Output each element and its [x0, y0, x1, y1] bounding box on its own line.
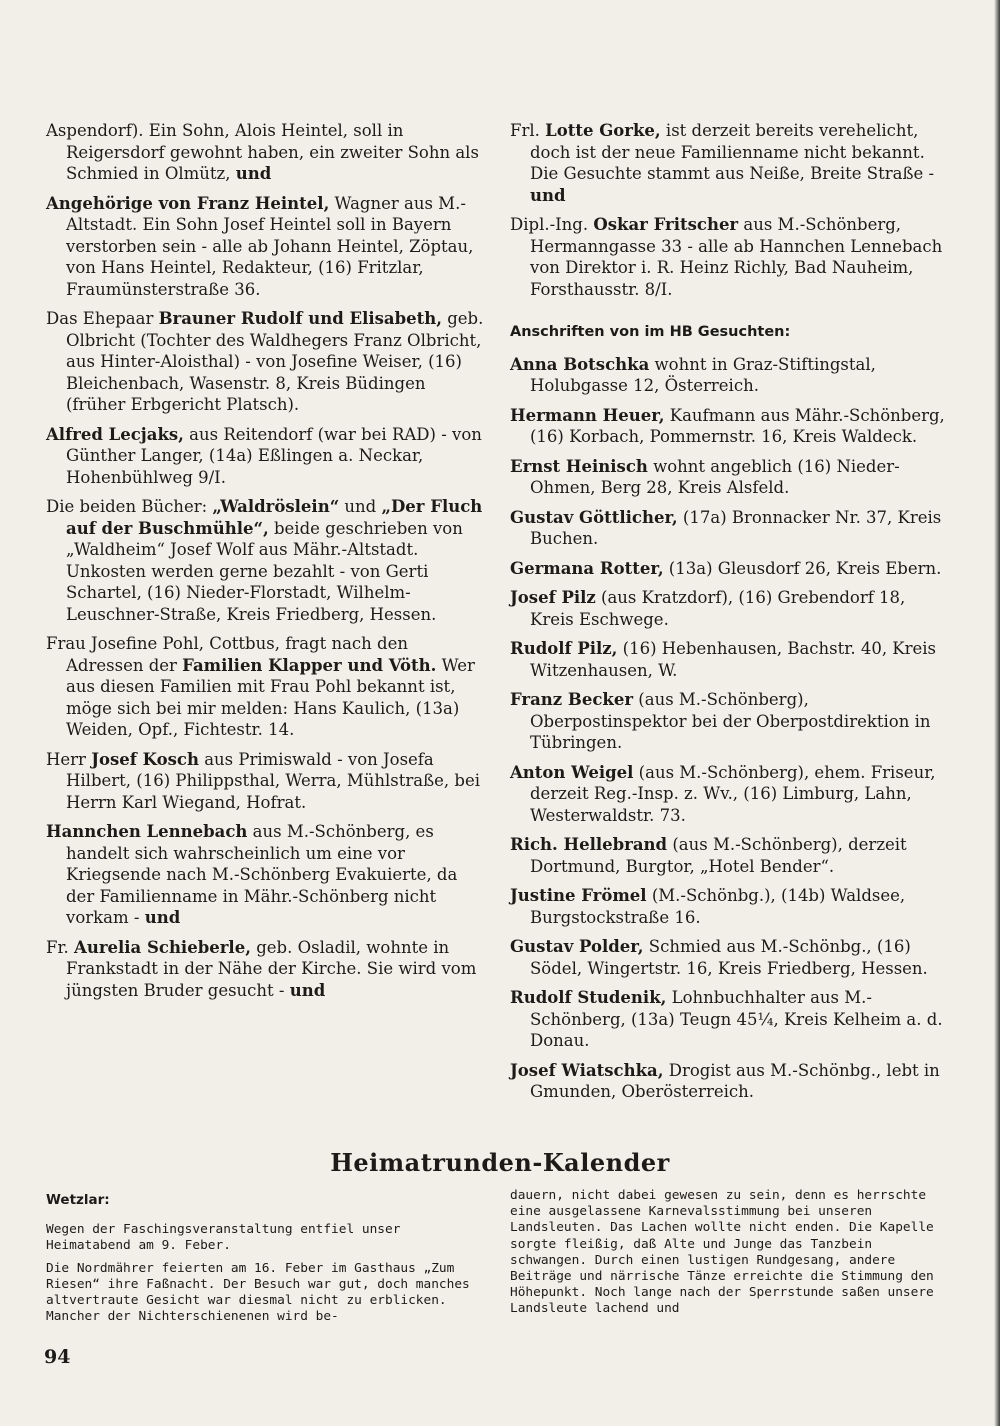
kalender-location: Wetzlar: [46, 1192, 110, 1208]
addresses-entry [510, 762, 952, 827]
kalender-paragraph: Die Nordmährer feierten am 16. Feber im Gasthaus „Zum Riesen“ ihre Faßnacht. Der Besuch war gut, doch manches altvertraute Gesicht war diesmal nicht zu erblicken. Mancher der Nichterschienenen wird be- [46, 1260, 470, 1325]
addresses-entry [510, 936, 952, 979]
entry-bold-text: Gustav Göttlicher, [510, 507, 678, 527]
addresses-entry [510, 885, 952, 928]
entry-bold-text: Angehörige von Franz Heintel, [46, 193, 330, 213]
entry-bold-text: Aurelia Schieberle, [74, 937, 251, 957]
entry-bold-text: und [530, 185, 566, 205]
entry-text: wohnt angeblich (16) Nieder-Ohmen, Berg 28, Kreis Alsfeld. [530, 456, 900, 497]
entry-text: geb. Olbricht (Tochter des Waldhegers Franz Olbricht, aus Hinter-Aloisthal) - von Josefine Weiser, (16) Bleichenbach, Wasenstr. 8, Kreis Büdingen (früher Erbgericht Platsch). [66, 309, 484, 414]
left-column-entry [46, 937, 486, 1002]
kalender-left-paragraphs [46, 1222, 471, 1325]
entry-bold-text: Alfred Lecjaks, [46, 424, 184, 444]
entry-bold-text: Josef Wiatschka, [510, 1060, 664, 1080]
entry-bold-text: Rudolf Pilz, [510, 639, 618, 658]
entry-text: (aus Kratzdorf), (16) Grebendorf 18, Kreis Eschwege. [530, 588, 906, 629]
entry-bold-text: Rudolf Studenik, [510, 988, 667, 1007]
entry-text: aus M.-Schönberg, Hermanngasse 33 - alle ab Hannchen Lennebach von Direktor i. R. Heinz Richly, Bad Nauheim, Forsthausstr. 8/I. [530, 215, 943, 299]
entry-text: Lohnbuchhalter aus M.-Schönberg, (13a) Teugn 45¼, Kreis Kelheim a. d. Donau. [530, 988, 943, 1050]
entry-bold-text: Anton Weigel [510, 762, 634, 782]
entry-bold-text: Brauner Rudolf und Elisabeth, [158, 309, 442, 328]
entry-text: Das Ehepaar [46, 309, 159, 328]
entry-text: (16) Hebenhausen, Bachstr. 40, Kreis Witzenhausen, W. [530, 639, 937, 680]
left-column [46, 120, 486, 1009]
addresses-entry [510, 587, 952, 630]
entry-text: aus Reitendorf (war bei RAD) - von Günther Langer, (14a) Eßlingen a. Neckar, Hohenbühlweg 9/I. [66, 424, 482, 487]
kalender-left-column [46, 1188, 471, 1331]
kalender-right-paragraphs [510, 1188, 946, 1318]
entry-text: (aus M.-Schönberg), derzeit Dortmund, Burgtor, „Hotel Bender“. [530, 835, 907, 876]
entry-text: aus Primiswald - von Josefa Hilbert, (16) Philippsthal, Werra, Mühlstraße, bei Herrn Karl Wiegand, Hofrat. [66, 749, 481, 812]
entry-bold-text: Rich. Hellebrand [510, 835, 668, 854]
right-column-entry [510, 214, 952, 300]
entry-bold-text: und [144, 908, 181, 927]
entry-bold-text: Lotte Gorke, [545, 121, 661, 140]
entry-bold-text: Gustav Polder, [510, 937, 644, 956]
entry-bold-text: und [289, 980, 326, 1000]
entry-text: aus M.-Schönberg, es handelt sich wahrscheinlich um eine vor Kriegsende nach M.-Schönberg Evakuierte, da der Familienname in Mähr.-Schönberg nicht vorkam - [66, 822, 458, 927]
page-number: 94 [44, 1346, 71, 1368]
addresses-entry [510, 1060, 952, 1103]
entry-text: und [339, 497, 382, 516]
entry-bold-text: Oskar Fritscher [593, 215, 739, 234]
entry-bold-text: Ernst Heinisch [510, 456, 648, 476]
left-column-entry [46, 424, 486, 489]
entry-text: (13a) Gleusdorf 26, Kreis Ebern. [663, 558, 942, 578]
addresses-entry [510, 507, 952, 550]
entry-bold-text: Familien Klapper und Vöth. [182, 655, 437, 675]
kalender-title: Heimatrunden-Kalender [330, 1148, 670, 1177]
left-column-entry [46, 633, 486, 741]
address-list [510, 354, 952, 1103]
left-column-entry [46, 496, 486, 625]
addresses-entry [510, 354, 952, 397]
left-column-entry [46, 193, 486, 301]
kalender-paragraph: dauern, nicht dabei gewesen zu sein, denn es herrschte eine ausgelassene Karnevalsstimmung bei unseren Landsleuten. Das Lachen wollte nicht enden. Die Kapelle sorgte fleißig, daß Alte und Junge das Tanzbein schwangen. Durch einen lustigen Rundgesang, andere Beiträge und närrische Tänze erreichte die Stimmung den Höhepunkt. Noch lange nach der Sperrstunde saßen unsere Landsleute lachend und [510, 1188, 934, 1317]
entry-text: Schmied aus M.-Schönbg., (16) Södel, Wingertstr. 16, Kreis Friedberg, Hessen. [530, 937, 928, 978]
right-column-entries [510, 120, 952, 300]
entry-text: (M.-Schönbg.), (14b) Waldsee, Burgstockstraße 16. [530, 886, 906, 927]
kalender-right-column [510, 1188, 946, 1324]
entry-bold-text: Germana Rotter, [510, 558, 664, 578]
right-column-entry [510, 120, 952, 206]
entry-bold-text: „Waldröslein“ [212, 497, 340, 516]
addresses-entry [510, 987, 952, 1052]
entry-text: (aus M.-Schönberg), ehem. Friseur, derzeit Reg.-Insp. z. Wv., (16) Limburg, Lahn, Westerwaldstr. 73. [530, 762, 936, 825]
left-column-entry [46, 821, 486, 929]
addresses-entry [510, 638, 952, 681]
entry-text: Frl. [510, 121, 546, 140]
left-column-entry [46, 749, 486, 814]
left-column-entry [46, 308, 486, 416]
entry-text: (17a) Bronnacker Nr. 37, Kreis Buchen. [530, 507, 942, 548]
entry-text: (aus M.-Schönberg), Oberpostinspektor bei der Oberpostdirektion in Tübringen. [530, 690, 931, 752]
entry-bold-text: und [235, 164, 272, 183]
entry-text: Aspendorf). Ein Sohn, Alois Heintel, soll in Reigersdorf gewohnt haben, ein zweiter Sohn als Schmied in Olmütz, [46, 121, 479, 183]
entry-text: Frau Josefine Pohl, Cottbus, fragt nach den Adressen der [46, 634, 408, 675]
entry-bold-text: Anna Botschka [510, 354, 650, 374]
entry-text: Die beiden Bücher: [46, 497, 213, 516]
entry-bold-text: „Der Fluch auf der Buschmühle“, [66, 497, 483, 538]
entry-bold-text: Hermann Heuer, [510, 405, 665, 425]
entry-text: Fr. [46, 937, 75, 957]
entry-text: Drogist aus M.-Schönbg., lebt in Gmunden, Oberösterreich. [530, 1060, 940, 1101]
entry-text: ist derzeit bereits verehelicht, doch ist der neue Familienname nicht bekannt. Die Gesuchte stammt aus Neiße, Breite Straße - [530, 121, 935, 183]
entry-bold-text: Justine Frömel [510, 886, 647, 905]
entry-bold-text: Josef Pilz [510, 588, 596, 607]
kalender-paragraph: Wegen der Faschingsveranstaltung entfiel unser Heimatabend am 9. Feber. [46, 1222, 401, 1254]
page-edge-shadow [994, 0, 1000, 1426]
addresses-entry [510, 456, 952, 499]
addresses-entry [510, 405, 952, 448]
addresses-entry [510, 558, 952, 580]
entry-bold-text: Franz Becker [510, 690, 634, 709]
right-column [510, 120, 952, 1111]
addresses-entry [510, 834, 952, 877]
entry-text: Wer aus diesen Familien mit Frau Pohl bekannt ist, möge sich bei mir melden: Hans Kaulich, (13a) Weiden, Opf., Fichtestr. 14. [66, 655, 475, 739]
entry-text: Wagner aus M.-Altstadt. Ein Sohn Josef Heintel soll in Bayern verstorben sein - alle ab Johann Heintel, Zöptau, von Hans Heintel, Redakteur, (16) Fritzlar, Fraumünsterstraße 36. [66, 193, 474, 299]
left-column-entry [46, 120, 486, 185]
entry-bold-text: Josef Kosch [91, 749, 199, 769]
entry-text: beide geschrieben von „Waldheim“ Josef Wolf aus Mähr.-Altstadt. Unkosten werden gerne bezahlt - von Gerti Schartel, (16) Nieder-Florstadt, Wilhelm-Leuschner-Straße, Kreis Friedberg, Hessen. [66, 518, 463, 624]
entry-text: Dipl.-Ing. [510, 215, 594, 234]
entry-text: wohnt in Graz-Stiftingstal, Holubgasse 12, Österreich. [530, 354, 876, 395]
addresses-heading: Anschriften von im HB Gesuchten: [510, 324, 791, 340]
entry-bold-text: Hannchen Lennebach [46, 822, 248, 841]
entry-text: Kaufmann aus Mähr.-Schönberg, (16) Korbach, Pommernstr. 16, Kreis Waldeck. [530, 405, 945, 446]
entry-text: geb. Osladil, wohnte in Frankstadt in der Nähe der Kirche. Sie wird vom jüngsten Bruder gesucht - [66, 937, 477, 1000]
entry-text: Herr [46, 749, 92, 769]
addresses-entry [510, 689, 952, 754]
